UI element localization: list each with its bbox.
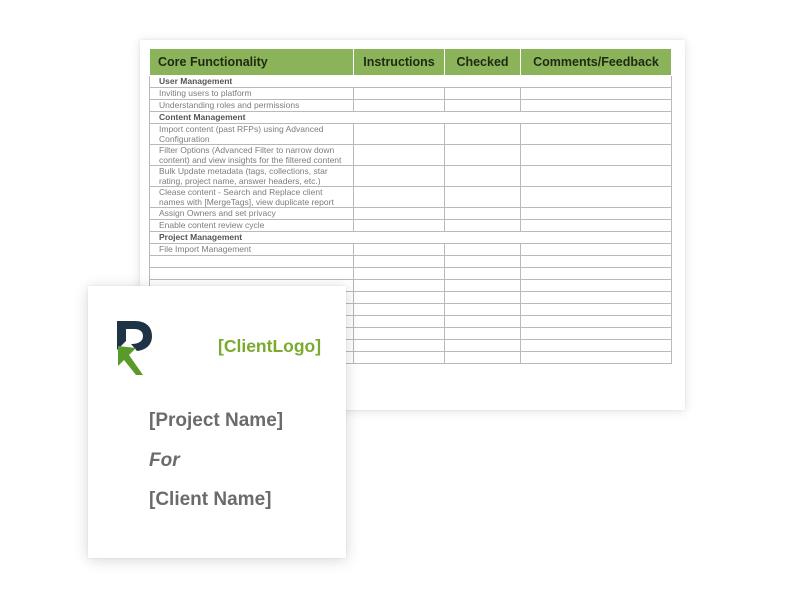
cover-card (88, 286, 346, 558)
header-core-functionality: Core Functionality (150, 49, 354, 76)
checked-cell (445, 208, 521, 220)
checked-cell (445, 340, 521, 352)
checked-cell (445, 88, 521, 100)
functionality-cell: File Import Management (150, 244, 354, 256)
instructions-cell (354, 166, 445, 187)
section-label: Content Management (150, 112, 672, 124)
instructions-cell (354, 304, 445, 316)
comments-cell (521, 220, 672, 232)
comments-cell (521, 187, 672, 208)
table-row (150, 145, 672, 166)
header-instructions: Instructions (354, 49, 445, 76)
section-label: User Management (150, 76, 672, 88)
checked-cell (445, 328, 521, 340)
table-row (150, 88, 672, 100)
comments-cell (521, 328, 672, 340)
comments-cell (521, 100, 672, 112)
comments-cell (521, 208, 672, 220)
client-name-placeholder: [Client Name] (149, 489, 272, 510)
instructions-cell (354, 340, 445, 352)
table-row (150, 208, 672, 220)
instructions-cell (354, 268, 445, 280)
checked-cell (445, 124, 521, 145)
instructions-cell (354, 88, 445, 100)
checked-cell (445, 280, 521, 292)
checked-cell (445, 292, 521, 304)
checked-cell (445, 166, 521, 187)
functionality-cell (150, 268, 354, 280)
functionality-cell: Filter Options (Advanced Filter to narrow down content) and view insights for the filtered content (150, 145, 354, 166)
checked-cell (445, 145, 521, 166)
header-comments-feedback: Comments/Feedback (521, 49, 672, 76)
checklist-header-row (150, 49, 672, 76)
functionality-cell: Enable content review cycle (150, 220, 354, 232)
section-row (150, 76, 672, 88)
table-row (150, 244, 672, 256)
checked-cell (445, 244, 521, 256)
instructions-cell (354, 244, 445, 256)
table-row (150, 187, 672, 208)
comments-cell (521, 292, 672, 304)
for-label: For (149, 450, 180, 471)
instructions-cell (354, 220, 445, 232)
instructions-cell (354, 280, 445, 292)
table-row (150, 256, 672, 268)
checked-cell (445, 304, 521, 316)
comments-cell (521, 316, 672, 328)
checked-cell (445, 187, 521, 208)
table-row (150, 268, 672, 280)
header-checked: Checked (445, 49, 521, 76)
instructions-cell (354, 208, 445, 220)
table-row (150, 220, 672, 232)
functionality-cell: Understanding roles and permissions (150, 100, 354, 112)
functionality-cell: Import content (past RFPs) using Advanced Configuration (150, 124, 354, 145)
instructions-cell (354, 100, 445, 112)
table-row (150, 100, 672, 112)
comments-cell (521, 145, 672, 166)
functionality-cell: Bulk Update metadata (tags, collections, star rating, project name, answer headers, etc.) (150, 166, 354, 187)
comments-cell (521, 166, 672, 187)
checked-cell (445, 100, 521, 112)
client-logo-placeholder: [ClientLogo] (218, 336, 322, 356)
table-row (150, 166, 672, 187)
section-row (150, 112, 672, 124)
section-row (150, 232, 672, 244)
comments-cell (521, 304, 672, 316)
instructions-cell (354, 145, 445, 166)
comments-cell (521, 340, 672, 352)
checked-cell (445, 256, 521, 268)
functionality-cell: Inviting users to platform (150, 88, 354, 100)
comments-cell (521, 268, 672, 280)
section-label: Project Management (150, 232, 672, 244)
checked-cell (445, 352, 521, 364)
r-arrow-logo-icon (116, 320, 156, 376)
comments-cell (521, 244, 672, 256)
checked-cell (445, 316, 521, 328)
table-row (150, 124, 672, 145)
project-name-placeholder: [Project Name] (149, 410, 284, 431)
instructions-cell (354, 187, 445, 208)
functionality-cell: Assign Owners and set privacy (150, 208, 354, 220)
checked-cell (445, 220, 521, 232)
functionality-cell: Clease content - Search and Replace client names with [MergeTags], view duplicate report (150, 187, 354, 208)
comments-cell (521, 124, 672, 145)
comments-cell (521, 256, 672, 268)
comments-cell (521, 280, 672, 292)
instructions-cell (354, 292, 445, 304)
instructions-cell (354, 316, 445, 328)
instructions-cell (354, 328, 445, 340)
comments-cell (521, 88, 672, 100)
functionality-cell (150, 256, 354, 268)
instructions-cell (354, 256, 445, 268)
checked-cell (445, 268, 521, 280)
instructions-cell (354, 352, 445, 364)
instructions-cell (354, 124, 445, 145)
comments-cell (521, 352, 672, 364)
